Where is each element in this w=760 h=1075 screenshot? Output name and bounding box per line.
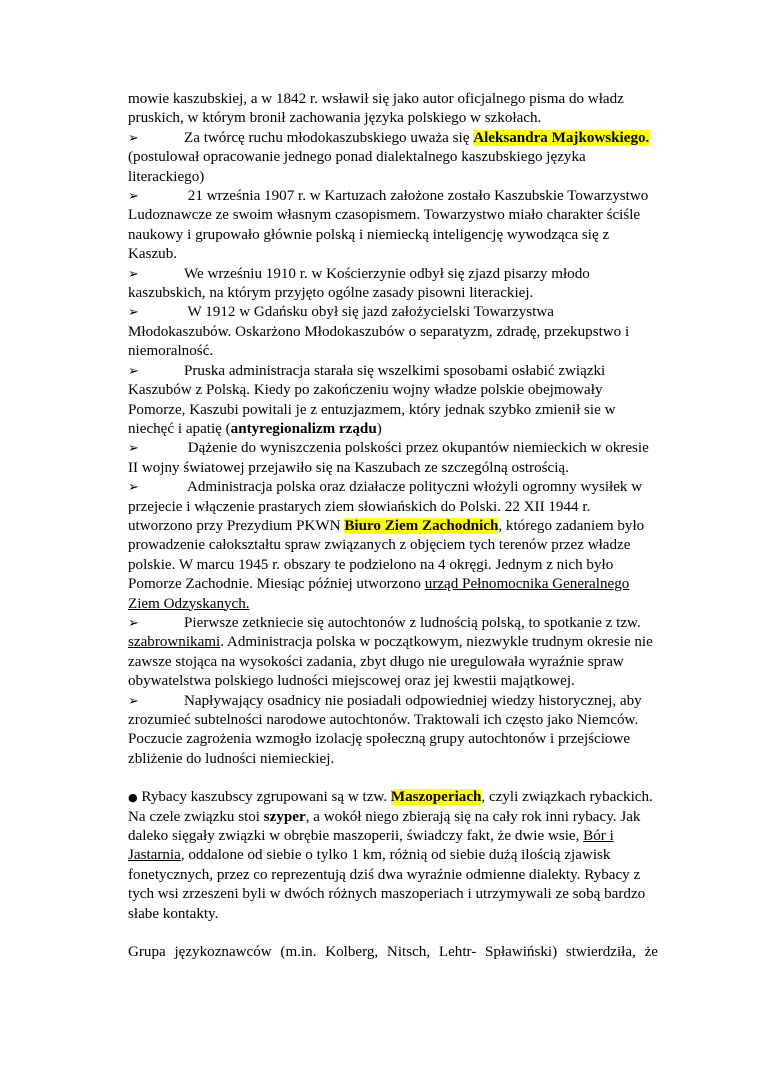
bold-szyper: szyper: [263, 808, 306, 825]
arrow-bullet-icon: ➢: [128, 441, 139, 457]
list-item-1907: ➢ 21 września 1907 r. w Kartuzach założone zostało Kaszubskie Towarzystwo Ludoznawcze ze swoim własnym czasopismem. Towarzystwo miało charakter ściśle naukowy i grupowało głównie polską i niemiecką inteligencję wywodząca się z Kaszub.: [128, 188, 649, 263]
arrow-bullet-icon: ➢: [128, 189, 139, 205]
list-item-polish-administration: ➢ Administracja polska oraz działacze polityczni włożyli ogromny wysiłek w przejecie i włączenie prastarych ziem słowiańskich do Polski. 22 XII 1944 r. utworzono przy Prezydium PKWN Biuro Ziem Zachodnich, którego zadaniem było prowadzenie całokształtu spraw związanych z objęciem tych terenów przez władze polskie. W marcu 1945 r. obszary te podzielono na 4 okręgi. Jednym z nich było Pomorze Zachodnie. Miesiąc później utworzono urząd Pełnomocnika Generalnego Ziem Odzyskanych.: [128, 479, 645, 612]
list-item-1910: ➢ We wrześniu 1910 r. w Kościerzynie odbył się zjazd pisarzy młodo kaszubskich, na którym przyjęto ogólne zasady pisowni literackiej.: [128, 265, 590, 302]
arrow-bullet-icon: ➢: [128, 305, 139, 321]
list-item-settlers: ➢ Napływający osadnicy nie posiadali odpowiedniej wiedzy historycznej, aby zrozumieć subtelności narodowe autochtonów. Traktowali ich często jako Niemców. Poczucie zagrożenia wzmogło izolację społeczną grupy autochtonów i przejściowe zbliżenie do ludności niemieckiej.: [128, 692, 642, 767]
intro-paragraph: mowie kaszubskiej, a w 1842 r. wsławił się jako autor oficjalnego pisma do władz pruskich, w którym bronił zachowania języka polskiego w szkołach.: [128, 91, 624, 127]
list-item-prussian-administration: ➢ Pruska administracja starała się wszelkimi sposobami osłabić związki Kaszubów z Polską. Kiedy po zakończeniu wojny władze polskie obejmowały Pomorze, Kaszubi powitali je z entuzjazmem, który jednak szybko zmienił sie w niechęć i apatię (antyregionalizm rządu): [128, 362, 616, 437]
arrow-bullet-icon: ➢: [128, 615, 139, 631]
spacer: [128, 924, 658, 943]
list-item-majkowski: ➢ Za twórcę ruchu młodokaszubskiego uważa się Aleksandra Majkowskiego. (postulował opracowanie jednego ponad dialektalnego kaszubskiego języka literackiego): [128, 129, 650, 185]
list-item-1912: ➢ W 1912 w Gdańsku obył się jazd założycielski Towarzystwa Młodokaszubów. Oskarżono Młodokaszubów o separatyzm, zdradę, przekupstwo i niemoralność.: [128, 304, 630, 360]
underline-urzad: urząd Pełnomocnika Generalnego Ziem Odzyskanych.: [128, 576, 630, 612]
arrow-bullet-icon: ➢: [128, 693, 139, 709]
bold-antyregionalizm: antyregionalizm rządu: [230, 420, 377, 437]
highlight-maszoperiach: Maszoperiach: [390, 789, 482, 806]
arrow-bullet-icon: ➢: [128, 363, 139, 379]
highlight-majkowski: Aleksandra Majkowskiego.: [473, 129, 650, 146]
dot-bullet-icon: ●: [128, 791, 138, 805]
last-paragraph: Grupa językoznawców (m.in. Kolberg, Nitsch, Lehtr- Spławiński) stwierdziła, że: [128, 944, 658, 961]
list-item-ww2: ➢ Dążenie do wyniszczenia polskości przez okupantów niemieckich w okresie II wojny światowej przejawiło się na Kaszubach ze szczególną ostrością.: [128, 440, 649, 476]
fishermen-paragraph: ● Rybacy kaszubscy zgrupowani są w tzw. Maszoperiach, czyli związkach rybackich. Na czele związku stoi szyper, a wokół niego zbierają się na cały rok inni rybacy. Jak daleko sięgały związki w obrębie maszoperii, świadczy fakt, że dwie wsie, Bór i Jastarnia, oddalone od siebie o tylko 1 km, różnią od siebie dużą ilością zjawisk fonetycznych, przez co reprezentują dziś dwa wyraźnie odmienne dialekty. Rybacy z tych wsi zrzeszeni byli w dwóch różnych maszoperiach i utrzymywali ze sobą bardzo słabe kontakty.: [128, 789, 653, 922]
list-item-autochthons: ➢ Pierwsze zetkniecie się autochtonów z ludnością polską, to spotkanie z tzw. szabrownikami. Administracja polska w początkowym, niezwykle trudnym okresie nie zawsze stojąca na wysokości zadania, zbyt długo nie uregulowała wyraźnie spraw obywatelstwa polskiego ludności miejscowej oraz jej kwestii majątkowej.: [128, 614, 653, 690]
arrow-bullet-icon: ➢: [128, 480, 139, 496]
arrow-bullet-icon: ➢: [128, 266, 139, 282]
arrow-bullet-icon: ➢: [128, 130, 139, 146]
spacer: [128, 769, 658, 788]
underline-bor-jastarnia: Bór i Jastarnia: [128, 828, 614, 864]
document-page: [128, 90, 658, 962]
underline-szabrownikami: szabrownikami: [128, 634, 221, 651]
highlight-biuro-ziem: Biuro Ziem Zachodnich: [344, 517, 499, 534]
